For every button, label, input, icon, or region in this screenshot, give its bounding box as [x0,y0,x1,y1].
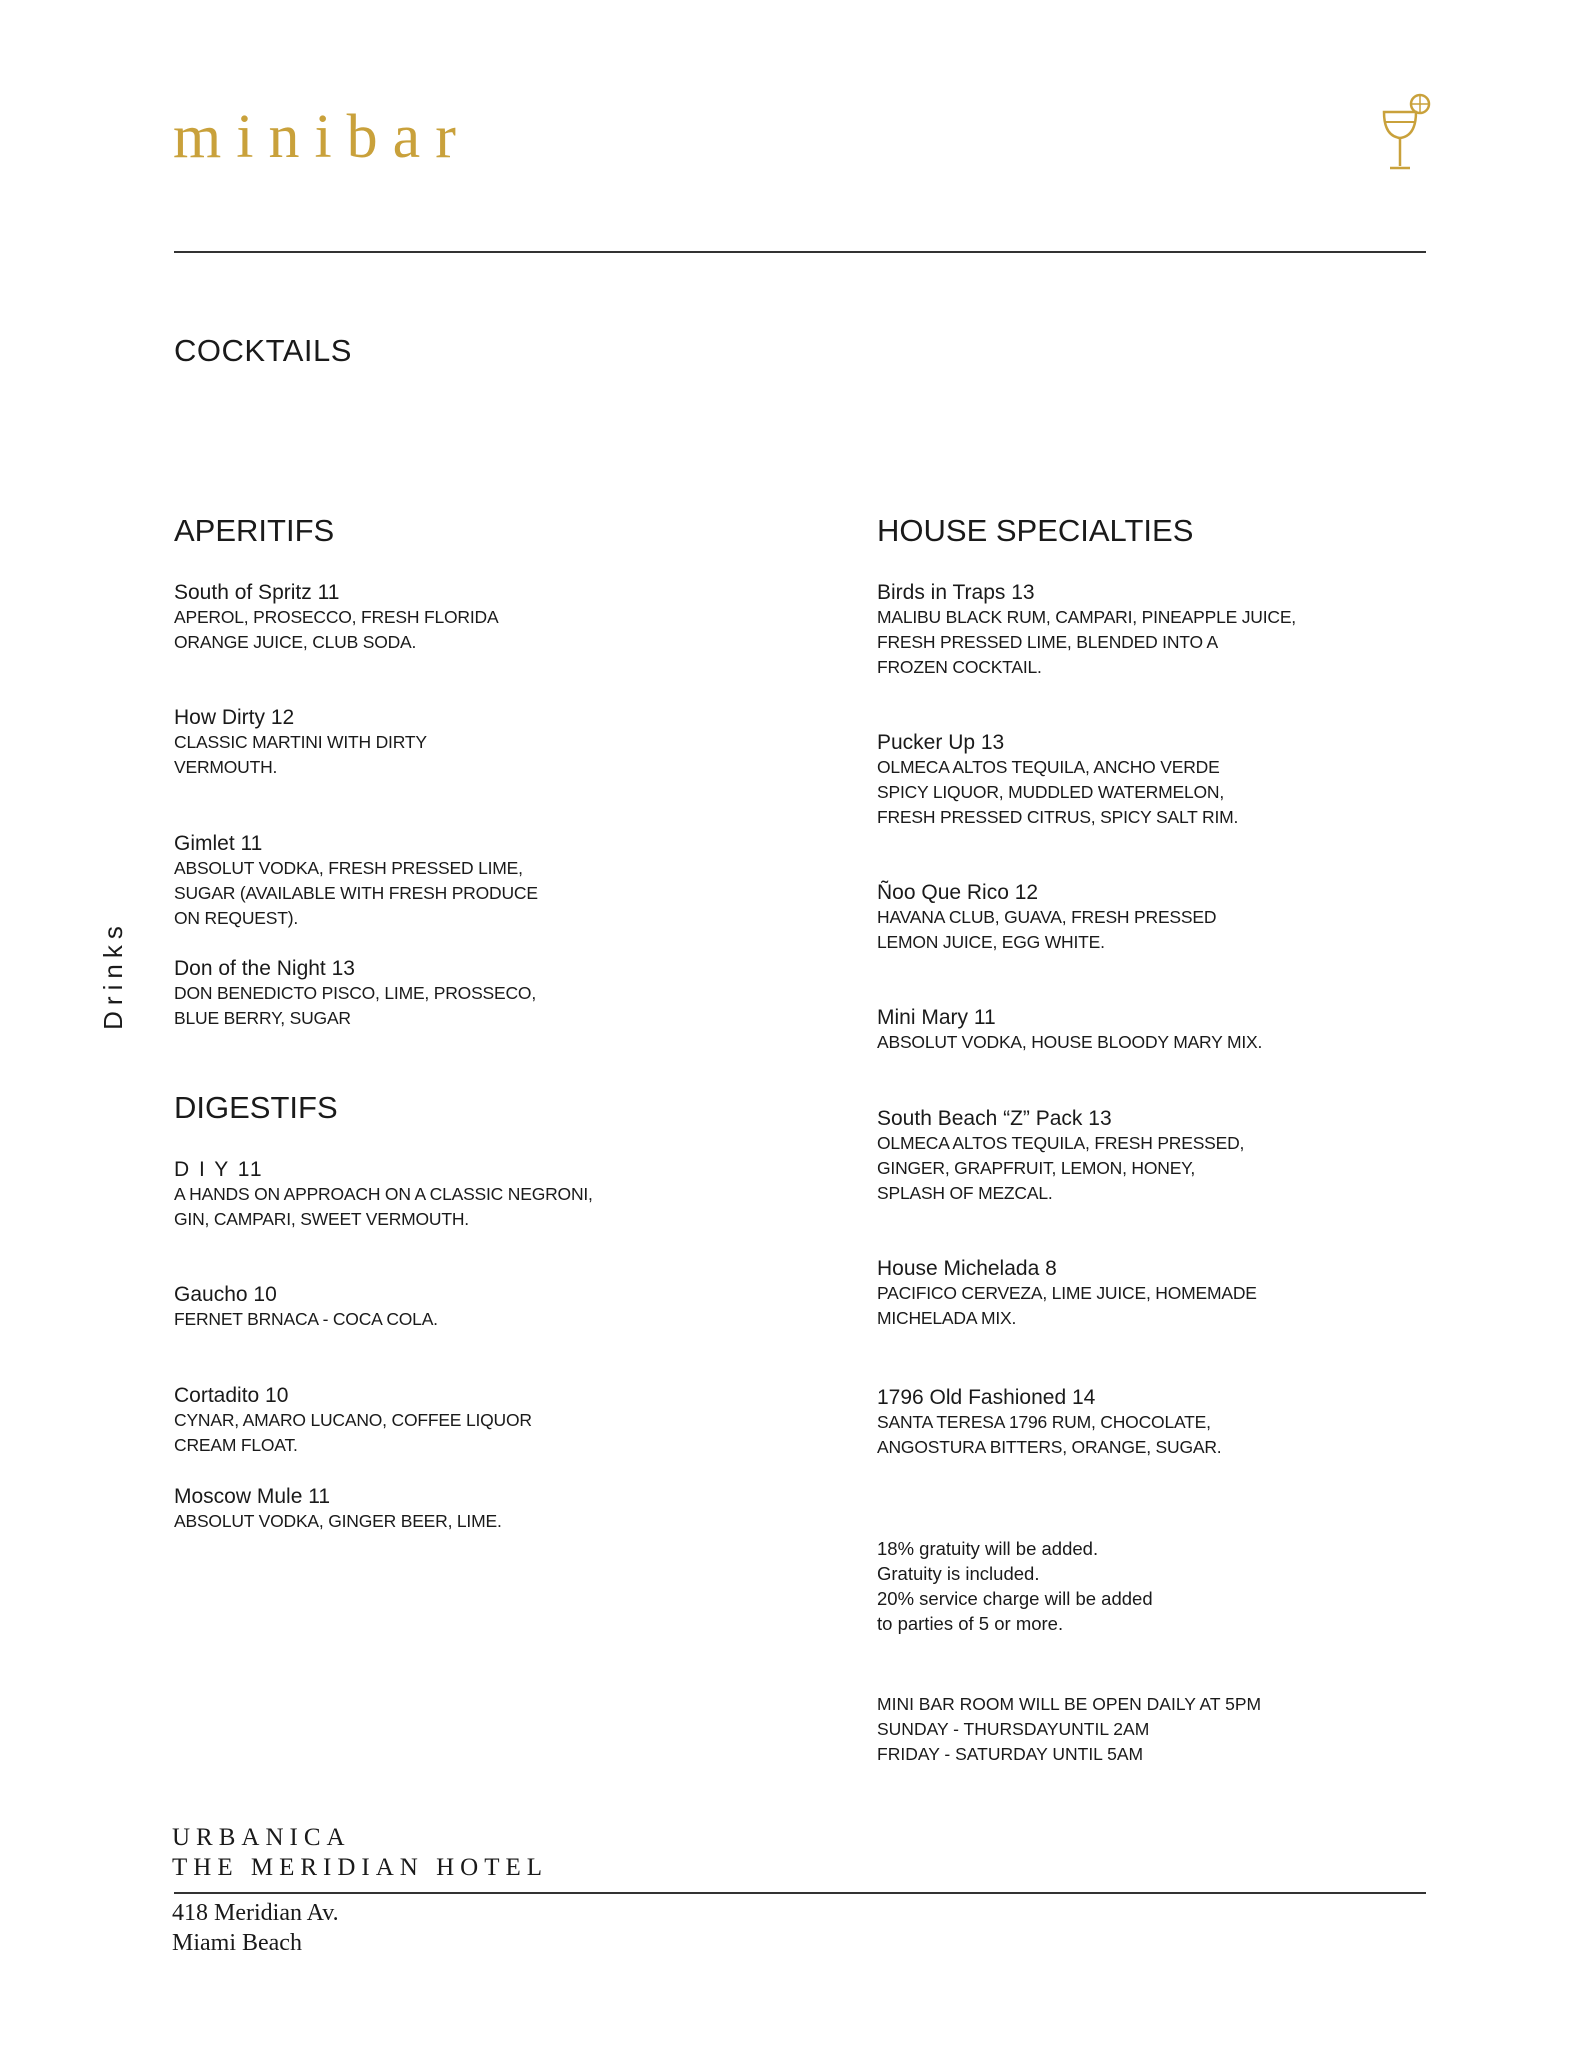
menu-item [174,1282,794,1332]
menu-item [174,956,794,1031]
item-description: CYNAR, AMARO LUCANO, COFFEE LIQUOR CREAM FLOAT. [174,1410,532,1455]
gratuity-note: 18% gratuity will be added. Gratuity is included. 20% service charge will be added to parties of 5 or more. [877,1538,1153,1634]
menu-item [877,1256,1497,1331]
item-description: APEROL, PROSECCO, FRESH FLORIDA ORANGE JUICE, CLUB SODA. [174,607,499,652]
hours-note: MINI BAR ROOM WILL BE OPEN DAILY AT 5PM SUNDAY - THURSDAYUNTIL 2AM FRIDAY - SATURDAY UNTIL 5AM [877,1694,1262,1764]
section-title-house-specialties: HOUSE SPECIALTIES [877,513,1194,548]
item-description: ABSOLUT VODKA, GINGER BEER, LIME. [174,1511,502,1531]
item-description: CLASSIC MARTINI WITH DIRTY VERMOUTH. [174,732,427,777]
item-name: D I Y 11 [174,1158,264,1181]
menu-item [174,705,794,780]
item-name: Mini Mary 11 [877,1006,996,1029]
menu-item [877,1385,1497,1460]
item-description: ABSOLUT VODKA, FRESH PRESSED LIME, SUGAR (AVAILABLE WITH FRESH PRODUCE ON REQUEST). [174,858,538,928]
item-description: HAVANA CLUB, GUAVA, FRESH PRESSED LEMON JUICE, EGG WHITE. [877,907,1217,952]
item-description: OLMECA ALTOS TEQUILA, ANCHO VERDE SPICY LIQUOR, MUDDLED WATERMELON, FRESH PRESSED CITRUS, SPICY SALT RIM. [877,757,1239,827]
item-description: MALIBU BLACK RUM, CAMPARI, PINEAPPLE JUICE, FRESH PRESSED LIME, BLENDED INTO A FROZEN COCKTAIL. [877,607,1296,677]
section-title-aperitifs: APERITIFS [174,513,335,548]
menu-item [877,730,1497,830]
menu-item [174,1484,794,1534]
item-name: House Michelada 8 [877,1257,1057,1280]
item-name: Birds in Traps 13 [877,581,1035,604]
menu-item [877,1106,1497,1206]
venue-line-2: THE MERIDIAN HOTEL [172,1854,549,1881]
side-label-drinks: Drinks [98,920,128,1030]
item-name: Moscow Mule 11 [174,1485,331,1508]
item-description: SANTA TERESA 1796 RUM, CHOCOLATE, ANGOSTURA BITTERS, ORANGE, SUGAR. [877,1412,1222,1457]
item-name: Gimlet 11 [174,832,263,855]
footer-divider [174,1892,1426,1894]
item-description: PACIFICO CERVEZA, LIME JUICE, HOMEMADE MICHELADA MIX. [877,1283,1257,1328]
item-description: FERNET BRNACA - COCA COLA. [174,1309,438,1329]
address-line-1: 418 Meridian Av. [172,1900,339,1926]
venue-line-1: URBANICA [172,1824,351,1851]
section-title-digestifs: DIGESTIFS [174,1090,338,1125]
menu-item [174,831,794,931]
menu-item [877,880,1497,955]
menu-item [174,1383,794,1458]
item-name: Gaucho 10 [174,1283,277,1306]
item-name: South of Spritz 11 [174,581,340,604]
item-name: South Beach “Z” Pack 13 [877,1107,1112,1130]
item-name: How Dirty 12 [174,706,295,729]
menu-title: COCKTAILS [174,333,352,368]
address [172,1898,339,1958]
item-name: Pucker Up 13 [877,731,1005,754]
item-name: Ñoo Que Rico 12 [877,881,1039,904]
item-name: Cortadito 10 [174,1384,289,1407]
menu-item [877,580,1497,680]
item-description: A HANDS ON APPROACH ON A CLASSIC NEGRONI, GIN, CAMPARI, SWEET VERMOUTH. [174,1184,593,1229]
menu-item [877,1005,1497,1055]
address-line-2: Miami Beach [172,1930,302,1956]
minibar-logo: minibar [173,103,471,171]
venue-name [172,1823,548,1883]
item-name: 1796 Old Fashioned 14 [877,1386,1096,1409]
item-description: ABSOLUT VODKA, HOUSE BLOODY MARY MIX. [877,1032,1263,1052]
menu-item [174,1157,794,1232]
menu-item [174,580,794,655]
item-name: Don of the Night 13 [174,957,355,980]
header-divider [174,251,1426,253]
cocktail-glass-icon [1380,92,1436,172]
item-description: DON BENEDICTO PISCO, LIME, PROSSECO, BLUE BERRY, SUGAR [174,983,536,1028]
item-description: OLMECA ALTOS TEQUILA, FRESH PRESSED, GINGER, GRAPFRUIT, LEMON, HONEY, SPLASH OF MEZCAL. [877,1133,1245,1203]
